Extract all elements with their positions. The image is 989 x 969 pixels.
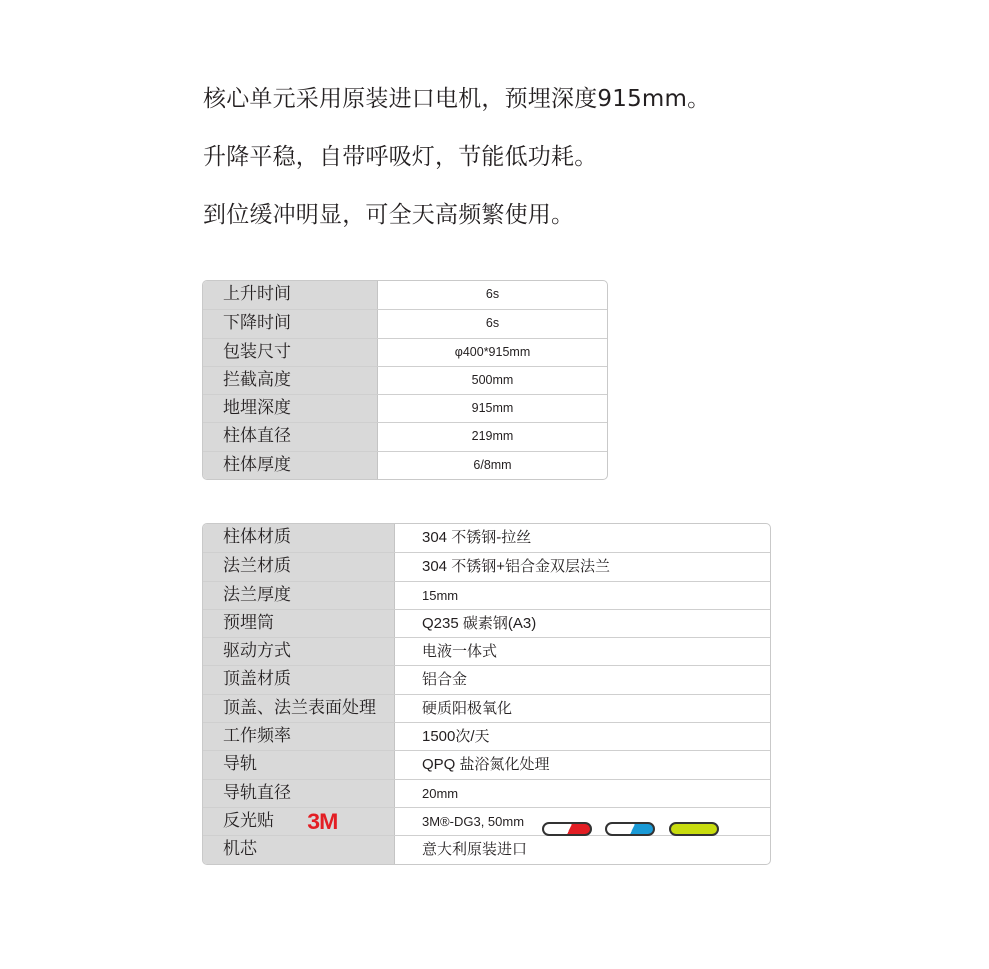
row-value: 硬质阳极氧化	[422, 699, 513, 717]
row-value: φ400*915mm	[454, 344, 531, 359]
reflective-sticker-spec: 3M®-DG3, 50mm	[422, 813, 525, 829]
table-row	[203, 309, 607, 337]
intro-line-3: 到位缓冲明显，可全天高频繁使用。	[203, 202, 575, 228]
table-row	[203, 394, 607, 422]
row-value: 304 不锈钢+铝合金双层法兰	[422, 558, 610, 576]
yellow-green-reflective-swatch-icon	[669, 822, 719, 836]
3m-logo: 3M	[307, 808, 338, 834]
row-label: 工作频率	[203, 723, 395, 750]
table-row	[203, 366, 607, 394]
row-value: 6/8mm	[473, 457, 512, 472]
row-value: 500mm	[471, 372, 514, 387]
table-row	[203, 665, 770, 693]
table-row	[203, 722, 770, 750]
row-value: 219mm	[471, 429, 514, 444]
row-label: 上升时间	[203, 281, 378, 309]
table-row	[203, 451, 607, 479]
row-value: 铝合金	[422, 671, 468, 689]
intro-line-2: 升降平稳，自带呼吸灯，节能低功耗。	[203, 144, 598, 170]
table-row	[203, 338, 607, 366]
row-label: 导轨	[203, 751, 395, 778]
table-row	[203, 609, 770, 637]
intro-text	[203, 80, 710, 254]
table-row	[203, 281, 607, 309]
row-value: 20mm	[422, 785, 459, 801]
row-value	[395, 808, 770, 835]
row-value: 304 不锈钢-拉丝	[422, 529, 532, 546]
table-row	[203, 637, 770, 665]
table-row	[203, 422, 607, 450]
timing-dimension-table	[202, 280, 608, 480]
row-label: 机芯	[203, 836, 395, 863]
table-row	[203, 552, 770, 580]
row-label: 顶盖、法兰表面处理	[203, 695, 395, 722]
row-value: 1500次/天	[422, 728, 490, 746]
row-value: 6s	[485, 316, 500, 331]
row-value: 15mm	[422, 587, 459, 603]
table-row	[203, 807, 770, 835]
row-value: 意大利原装进口	[422, 841, 528, 859]
row-label: 地埋深度	[203, 395, 378, 422]
row-label: 拦截高度	[203, 367, 378, 394]
row-label: 导轨直径	[203, 780, 395, 807]
row-label: 柱体厚度	[203, 452, 378, 479]
row-label-text: 反光贴	[223, 810, 274, 831]
row-label: 顶盖材质	[203, 666, 395, 693]
row-label: 包装尺寸	[203, 339, 378, 366]
table-row	[203, 835, 770, 863]
table-row	[203, 694, 770, 722]
row-label: 驱动方式	[203, 638, 395, 665]
row-value: QPQ 盐浴氮化处理	[422, 756, 550, 774]
row-value: Q235 碳素钢(A3)	[422, 614, 537, 632]
red-reflective-swatch-icon	[542, 822, 592, 836]
table-row	[203, 779, 770, 807]
row-label	[203, 808, 395, 835]
blue-reflective-swatch-icon	[605, 822, 655, 836]
row-label: 预埋筒	[203, 610, 395, 637]
table-row	[203, 581, 770, 609]
row-label: 法兰材质	[203, 553, 395, 580]
table-row	[203, 524, 770, 552]
intro-line-1: 核心单元采用原装进口电机，预埋深度915mm。	[203, 86, 711, 112]
reflective-swatches	[542, 815, 729, 831]
table-row	[203, 750, 770, 778]
row-value: 6s	[485, 287, 500, 301]
row-label: 柱体材质	[203, 524, 395, 552]
material-spec-table	[202, 523, 771, 865]
row-value: 电液一体式	[422, 643, 498, 661]
row-value: 915mm	[471, 401, 514, 416]
row-label: 柱体直径	[203, 423, 378, 450]
row-label: 法兰厚度	[203, 582, 395, 609]
row-label: 下降时间	[203, 310, 378, 337]
